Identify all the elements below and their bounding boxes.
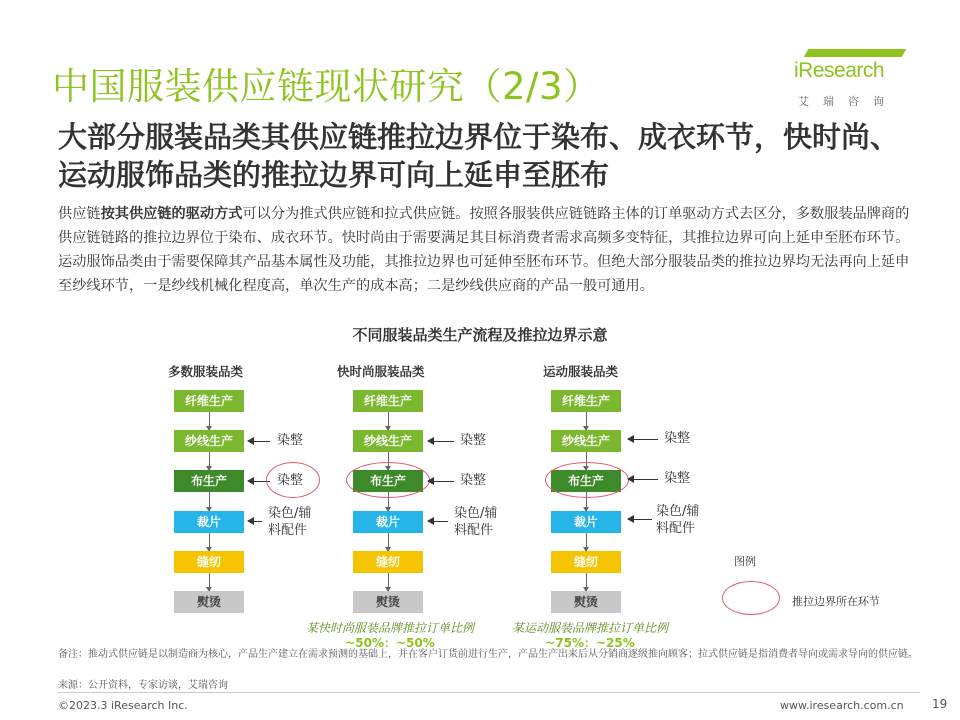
page-title: 中国服装供应链现状研究（2/3） xyxy=(52,65,601,108)
boundary-marker-1 xyxy=(266,462,320,498)
column-heading-sportswear: 运动服装品类 xyxy=(543,364,619,379)
iresearch-logo xyxy=(790,47,910,109)
flow-arrow xyxy=(209,492,210,511)
ratio-label-sportswear: 某运动服装品牌推拉订单比例 xyxy=(511,621,668,635)
input-dyeing-3a: 染整 xyxy=(664,431,691,446)
diagram-title: 不同服装品类生产流程及推拉边界示意 xyxy=(352,326,608,344)
body-text-bold: 按其供应链的驱动方式 xyxy=(100,206,243,222)
input-dyeing-2a: 染整 xyxy=(460,433,487,448)
input-arrow xyxy=(248,441,270,442)
step-yarn-2: 纱线生产 xyxy=(353,430,423,452)
flow-arrow xyxy=(586,533,587,551)
input-dyeing-1b: 染整 xyxy=(277,473,304,488)
flow-arrow xyxy=(209,412,210,430)
step-cutting-1: 裁片 xyxy=(174,511,244,533)
logo-word: iResearch xyxy=(794,59,885,82)
input-arrow xyxy=(428,481,454,482)
input-dyeing-3b: 染整 xyxy=(664,471,691,486)
boundary-marker-2 xyxy=(346,462,430,498)
step-ironing-2: 熨烫 xyxy=(353,591,423,613)
boundary-marker-3 xyxy=(545,462,629,498)
flow-arrow xyxy=(209,533,210,551)
logo-subtitle: 艾瑞咨询 xyxy=(798,95,898,108)
footnote: 备注：推动式供应链是以制造商为核心，产品生产建立在需求预测的基础上，并在客户订货前进行生产，产品生产出来后从分销商逐级推向顾客；拉式供应链是指消费者导向或需求导向的供应链。 xyxy=(58,649,918,660)
column-heading-fast-fashion: 快时尚服装品类 xyxy=(337,364,425,379)
input-accessories-3: 染色/辅料配件 xyxy=(656,504,700,536)
input-arrow xyxy=(628,439,658,440)
input-arrow xyxy=(248,521,262,522)
legend-label: 推拉边界所在环节 xyxy=(792,595,880,608)
input-dyeing-1a: 染整 xyxy=(277,433,304,448)
flow-arrow xyxy=(586,412,587,430)
input-dyeing-2b: 染整 xyxy=(460,473,487,488)
column-heading-general: 多数服装品类 xyxy=(168,364,244,379)
step-yarn-3: 纱线生产 xyxy=(551,430,621,452)
body-text-part2: 可以分为推式供应链和拉式供应链。按照各服装供应链链路主体的订单驱动方式去区分，多数服装品牌商的供应链链路的推拉边界位于染布、成衣环节。快时尚由于需要满足其目标消费者需求高频多变特征，其推拉边界可向上延申至胚布环节。运动服饰品类由于需要保障其产品基本属性及功能，其推拉边界也可延伸至胚布环节。但绝大部分服装品类的推拉边界均无法再向上延申至纱线环节，一是纱线机械化程度高，单次生产的成本高；二是纱线供应商的产品一般可通用。 xyxy=(58,206,910,294)
page-number: 19 xyxy=(932,697,948,711)
input-arrow xyxy=(628,479,658,480)
input-arrow xyxy=(428,521,448,522)
footer-divider xyxy=(58,692,920,693)
website-link[interactable]: www.iresearch.com.cn xyxy=(780,699,904,712)
body-paragraph xyxy=(58,202,910,298)
flow-arrow xyxy=(209,573,210,591)
legend-title: 图例 xyxy=(734,555,756,568)
step-fiber-3: 纤维生产 xyxy=(551,390,621,412)
step-sewing-1: 缝纫 xyxy=(174,551,244,573)
flow-arrow xyxy=(586,573,587,591)
input-arrow xyxy=(628,519,652,520)
step-ironing-3: 熨烫 xyxy=(551,591,621,613)
step-yarn-1: 纱线生产 xyxy=(174,430,244,452)
logo-bar-icon xyxy=(804,49,907,57)
flow-arrow xyxy=(388,533,389,551)
step-sewing-2: 缝纫 xyxy=(353,551,423,573)
ratio-sportswear xyxy=(500,621,680,651)
step-cutting-2: 裁片 xyxy=(353,511,423,533)
input-arrow xyxy=(428,441,454,442)
source-line: 来源：公开资料，专家访谈，艾瑞咨询 xyxy=(58,680,228,691)
body-text-part1: 供应链 xyxy=(58,206,101,222)
step-ironing-1: 熨烫 xyxy=(174,591,244,613)
page-subtitle: 大部分服装品类其供应链推拉边界位于染布、成衣环节，快时尚、运动服饰品类的推拉边界可向上延申至胚布 xyxy=(58,120,900,192)
ratio-fast-fashion xyxy=(300,621,480,651)
input-accessories-1: 染色/辅料配件 xyxy=(268,506,312,538)
flow-arrow xyxy=(209,452,210,470)
ratio-label-fast-fashion: 某快时尚服装品牌推拉订单比例 xyxy=(305,621,474,635)
copyright: ©2023.3 iResearch Inc. xyxy=(58,699,188,712)
ratio-value-sportswear: ~75%：~25% xyxy=(545,636,635,650)
input-accessories-2: 染色/辅料配件 xyxy=(454,506,498,538)
step-fabric-3: 布生产 xyxy=(551,470,621,492)
step-cutting-3: 裁片 xyxy=(551,511,621,533)
legend-boundary-icon xyxy=(722,581,780,615)
step-fabric-2: 布生产 xyxy=(353,470,423,492)
step-fiber-2: 纤维生产 xyxy=(353,390,423,412)
ratio-value-fast-fashion: ~50%：~50% xyxy=(345,636,435,650)
flow-arrow xyxy=(388,573,389,591)
step-fiber-1: 纤维生产 xyxy=(174,390,244,412)
step-fabric-1: 布生产 xyxy=(174,470,244,492)
step-sewing-3: 缝纫 xyxy=(551,551,621,573)
flow-arrow xyxy=(388,412,389,430)
